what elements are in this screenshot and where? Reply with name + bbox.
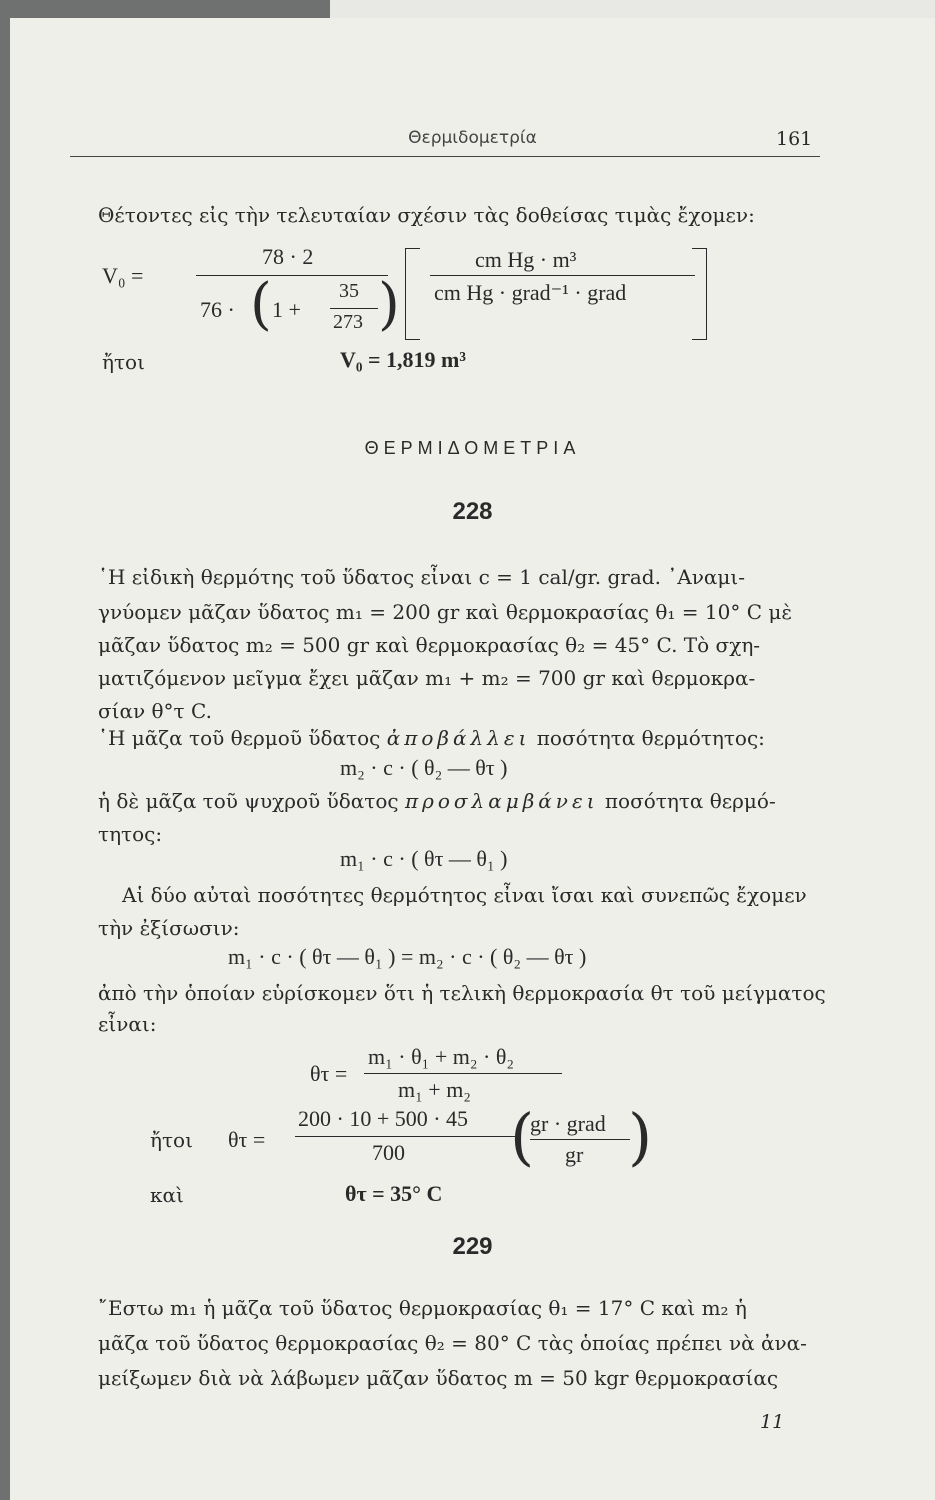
- p228-line-1: ῾Η εἰδικὴ θερμότης τοῦ ὕδατος εἶναι c = 1 cal/gr. grad. ᾿Αναμι-: [98, 565, 745, 589]
- v0-unit-bar: [430, 275, 695, 276]
- hot-water-line: [98, 728, 765, 748]
- p229-line-1: ῎Εστω m₁ ἡ μᾶζα τοῦ ὕδατος θερμοκρασίας θ₁ = 17° C καὶ m₂ ἡ: [98, 1296, 747, 1320]
- cold-line-b: ποσότητα θερμό-: [604, 789, 776, 813]
- section-title: ΘΕΡΜΙΔΟΜΕΤΡΙΑ: [364, 438, 581, 458]
- final-line-1: ἀπὸ τὴν ὁποίαν εὑρίσκομεν ὅτι ἡ τελικὴ θερμοκρασία θτ τοῦ μείγματος: [98, 981, 826, 1005]
- right-bracket: [692, 248, 707, 340]
- theta-lhs: θτ =: [310, 1061, 348, 1086]
- v0-inner-den: 273: [333, 311, 363, 333]
- cold-water-line: [98, 791, 776, 811]
- running-title: Θερμιδομετρία: [408, 128, 537, 148]
- page-number: 161: [776, 128, 813, 150]
- v0-result: V₀ = 1,819 m³: [340, 347, 466, 372]
- p229-line-3: μείξωμεν διὰ νὰ λάβωμεν μᾶζαν ὕδατος m = 50 kgr θερμοκρασίας: [98, 1366, 779, 1390]
- right-paren: ): [378, 272, 400, 337]
- problem-229-number: 229: [452, 1233, 493, 1260]
- hot-line-a: ῾Η μᾶζα τοῦ θερμοῦ ὕδατος: [98, 726, 381, 750]
- signature-folio: 11: [760, 1411, 785, 1433]
- cold-line-c: τητος:: [98, 822, 163, 846]
- v0-denom-prefix: 76 ·: [200, 297, 235, 322]
- v0-result-label: ἤτοι: [102, 350, 145, 374]
- calc-den: 700: [372, 1140, 405, 1165]
- problem-228-number: 228: [452, 498, 493, 525]
- v0-unit-num: cm Hg · m³: [475, 247, 577, 272]
- v0-lhs: V₀ =: [102, 263, 144, 288]
- final-line-2: εἶναι:: [98, 1012, 157, 1036]
- calc-num: 200 · 10 + 500 · 45: [298, 1106, 469, 1131]
- hot-word: ἀποβάλλει: [386, 726, 531, 750]
- hot-formula: m₂ · c · ( θ₂ — θτ ): [340, 755, 508, 780]
- heat-equation: m₁ · c · ( θτ — θ₁ ) = m₂ · c · ( θ₂ — θτ ): [228, 944, 587, 969]
- p228-line-4: ματιζόμενον μεῖγμα ἔχει μᾶζαν m₁ + m₂ = 700 gr καὶ θερμοκρα-: [98, 666, 756, 690]
- v0-unit-den: cm Hg · grad⁻¹ · grad: [434, 280, 627, 305]
- calc-unit-bar: [530, 1139, 630, 1140]
- v0-fraction-bar: [196, 275, 388, 276]
- theta-fraction-bar: [364, 1073, 562, 1074]
- intro-line: Θέτοντες εἰς τὴν τελευταίαν σχέσιν τὰς δοθείσας τιμὰς ἔχομεν:: [98, 203, 755, 227]
- equality-line-1: Αἱ δύο αὐταὶ ποσότητες θερμότητος εἶναι ἴσαι καὶ συνεπῶς ἔχομεν: [122, 883, 807, 907]
- equality-line-2: τὴν ἐξίσωσιν:: [98, 916, 240, 940]
- result-label: καὶ: [150, 1183, 184, 1207]
- theta-num: m₁ · θ₁ + m₂ · θ₂: [368, 1044, 515, 1069]
- cold-line-a: ἡ δὲ μᾶζα τοῦ ψυχροῦ ὕδατος: [98, 789, 399, 813]
- left-bracket: [405, 248, 420, 340]
- result-value: θτ = 35° C: [345, 1181, 443, 1206]
- p228-line-5: σίαν θ°τ C.: [98, 699, 212, 723]
- theta-den: m₁ + m₂: [398, 1077, 471, 1102]
- header-rule: [70, 156, 820, 157]
- hot-line-b: ποσότητα θερμότητος:: [536, 726, 765, 750]
- calc-label: ἤτοι: [150, 1128, 193, 1152]
- v0-numerator: 78 · 2: [262, 244, 314, 269]
- cold-formula: m₁ · c · ( θτ — θ₁ ): [340, 846, 508, 871]
- v0-inner-num: 35: [339, 280, 359, 302]
- calc-unit-den: gr: [565, 1142, 584, 1167]
- v0-inner-bar: [330, 308, 378, 309]
- calc-unit-num: gr · grad: [530, 1111, 606, 1136]
- p229-line-2: μᾶζα τοῦ ὕδατος θερμοκρασίας θ₂ = 80° C τὰς ὁποίας πρέπει νὰ ἀνα-: [98, 1331, 807, 1355]
- calc-right-paren: ): [628, 1100, 653, 1173]
- p228-line-3: μᾶζαν ὕδατος m₂ = 500 gr καὶ θερμοκρασίας θ₂ = 45° C. Τὸ σχη-: [98, 633, 761, 657]
- calc-lhs: θτ =: [228, 1127, 266, 1152]
- left-paren: (: [250, 272, 272, 337]
- p228-line-2: γνύομεν μᾶζαν ὕδατος m₁ = 200 gr καὶ θερμοκρασίας θ₁ = 10° C μὲ: [98, 600, 793, 624]
- calc-left-paren: (: [510, 1100, 535, 1173]
- book-page: [10, 18, 935, 1500]
- cold-word: προσλαμβάνει: [404, 789, 599, 813]
- v0-denom-one: 1 +: [272, 297, 301, 322]
- calc-fraction-bar: [295, 1136, 515, 1137]
